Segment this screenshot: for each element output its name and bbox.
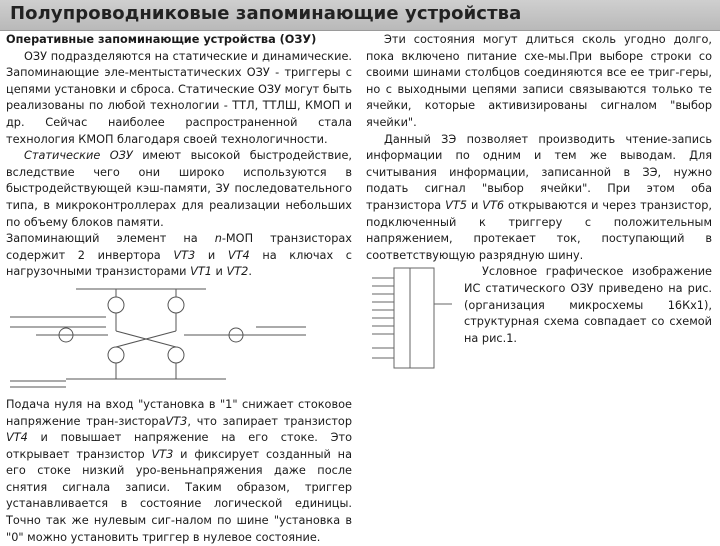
load-transistor-vt2 [168,289,184,331]
ic-body [394,268,434,368]
static-ozu-term: Статические ОЗУ [24,149,133,163]
paragraph-set-one: Подача нуля на вход "установка в "1" снижает стоковое напряжение тран-зистораVT3, что запирает транзистор VT4 и повышает напряжение на его стоке. Это открывает транзистор VT3 и фиксирует созданный на его стоке низкий уро-веньнапряжения даже после снятия сигнала записи. Таким образом, триггер устанавливается в состояние логической единицы. Точно так же нулевым сиг-налом по шине "установка в "0" можно установить триггер в нулевое состояние. [6,397,352,544]
page-title: Полупроводниковые запоминающие устройства [10,3,522,24]
paragraph-static-ozu: Статические ОЗУ имеют высокой быстродействие, вследствие чего они широко используются в быстродействующей кэш-памяти, ЗУ последовательного типа, в микроконтроллерах для реализации небольших по объему блоков памяти. [6,149,353,229]
title-bar [0,0,720,31]
sram-ic-symbol [366,264,456,374]
sram-cell-schematic [6,283,352,395]
section-heading: Оперативные запоминающие устройства (ОЗУ) [6,33,317,46]
paragraph-ic-figure: Условное графическое изображение ИС статического ОЗУ приведено на рис. (организация микросхемы 16Кх1), структурная схема совпадает со схемой на рис.1. [464,265,712,345]
switch-transistor-vt3 [108,347,124,379]
load-transistor-vt1 [108,289,124,331]
ic-figure-block [366,264,712,374]
right-column [366,32,712,374]
left-column [6,32,352,546]
paragraph-storage-element: Запоминающий элемент на n-МОП транзисторах содержит 2 инвертора VT3 и VT4 на ключах с нагрузочными транзисторами VT1 и VT2. [6,232,352,279]
switch-transistor-vt4 [168,347,184,379]
paragraph-states: Эти состояния могут длиться сколь угодно долго, пока включено питание схе-мы.При выборе строки со своими шинами столбцов соединяются все ее триг-геры, но с выходными цепями записи связываются только те ячейки, которые активизированы сигналом "выбор ячейки". [366,33,712,129]
paragraph-read-write: Данный ЗЭ позволяет производить чтение-запись информации по одним и тем же выводам. Для считывания информации, записанной в ЗЭ, нужно подать сигнал "выбор ячейки". При этом оба транзистора VT5 и VT6 открываются и через транзистор, подключенный к триггеру с положительным напряжением, протекает ток, поступающий в соответствующую разрядную шину. [366,132,712,262]
paragraph-ozu-types: ОЗУ подразделяются на статические и динамические. Запоминающие эле-ментыстатических ОЗУ - триггеры с цепями установки и сброса. Статические ОЗУ могут быть реализованы по любой технологии - ТТЛ, ТТЛШ, КМОП и др. Сейчас наиболее распространенной стала технология КМОП благодаря своей технологичности. [6,49,352,146]
access-transistor-vt5 [36,328,108,342]
access-transistor-vt6 [184,328,306,342]
